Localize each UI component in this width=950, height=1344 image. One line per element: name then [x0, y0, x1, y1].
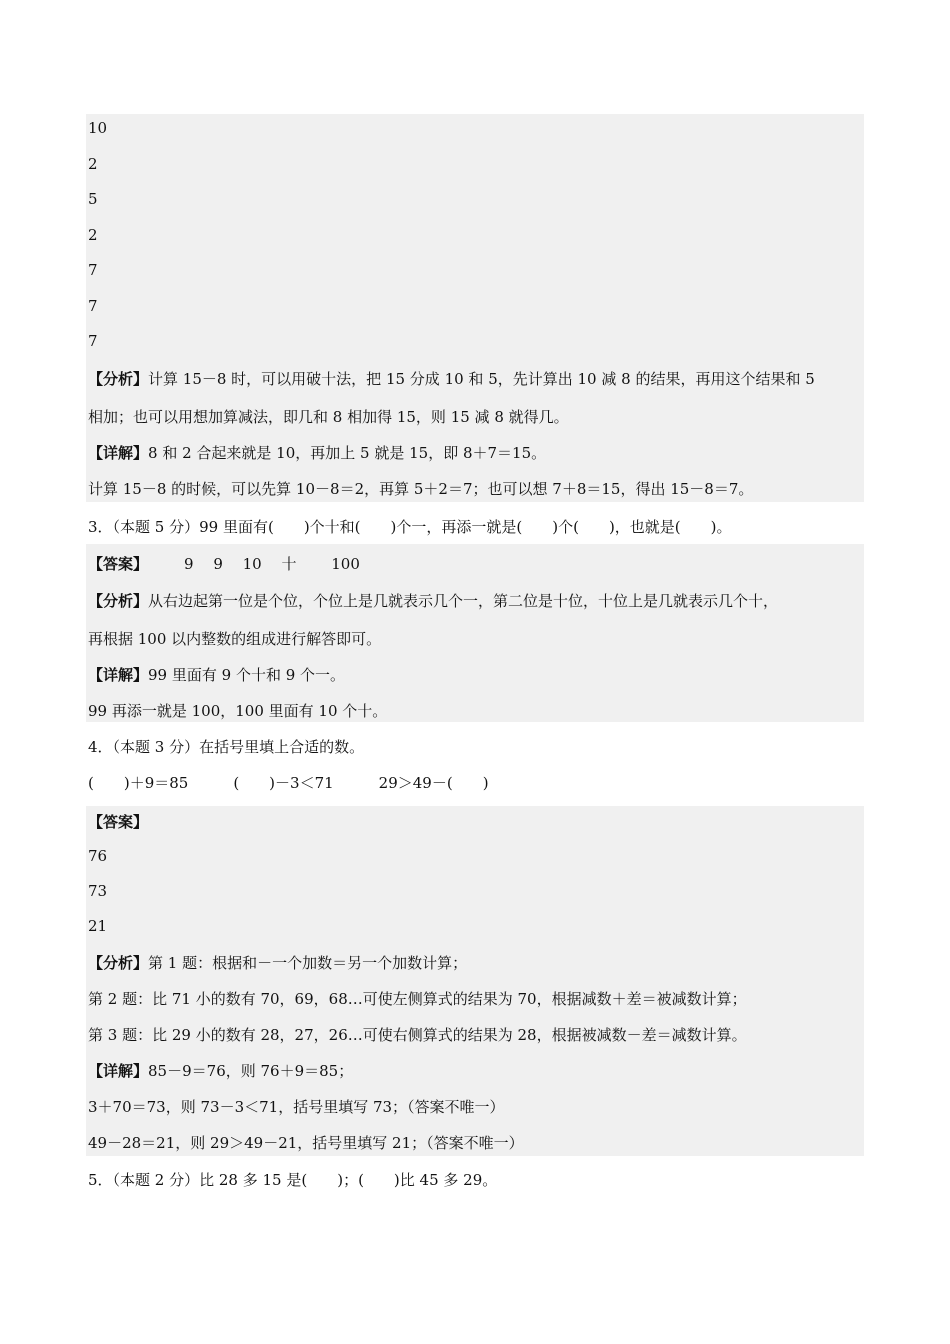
analysis-line: 相加；也可以用想加算减法，即几和 8 相加得 15，则 15 减 8 就得几。	[88, 408, 569, 426]
detail-line: 【详解】99 里面有 9 个十和 9 个一。	[88, 666, 346, 684]
analysis-line: 【分析】从右边起第一位是个位，个位上是几就表示几个一，第二位是十位，十位上是几就表示几个十，	[88, 592, 779, 610]
answer-line: 7	[88, 297, 98, 315]
analysis-line: 第 3 题：比 29 小的数有 28，27，26…可使右侧算式的结果为 28，根据被减数－差＝减数计算。	[88, 1026, 747, 1044]
answer-line: 2	[88, 226, 98, 244]
answer-line: 7	[88, 261, 98, 279]
answer-line: 5	[88, 190, 98, 208]
detail-line: 【详解】85－9＝76，则 76＋9＝85；	[88, 1062, 354, 1080]
detail-tag: 【详解】	[88, 1062, 149, 1080]
answer-tag: 【答案】	[88, 555, 149, 573]
answer-line: 7	[88, 332, 98, 350]
answer-line: 73	[88, 882, 108, 900]
question-5: 5．（本题 2 分）比 28 多 15 是( )；( )比 45 多 29。	[88, 1171, 498, 1189]
detail-tag: 【详解】	[88, 666, 149, 684]
answer-line: 76	[88, 847, 108, 865]
detail-tag: 【详解】	[88, 444, 149, 462]
detail-line: 【详解】8 和 2 合起来就是 10，再加上 5 就是 15，即 8＋7＝15。	[88, 444, 547, 462]
detail-line: 99 再添一就是 100，100 里面有 10 个十。	[88, 702, 388, 720]
analysis-tag: 【分析】	[88, 954, 149, 972]
analysis-line: 【分析】计算 15－8 时，可以用破十法，把 15 分成 10 和 5，先计算出 10 减 8 的结果，再用这个结果和 5	[88, 370, 815, 388]
answer-line: 10	[88, 119, 108, 137]
answer-line: 【答案】 9 9 10 十 100	[88, 555, 360, 573]
detail-line: 49－28＝21，则 29＞49－21，括号里填写 21；（答案不唯一）	[88, 1134, 524, 1152]
analysis-line: 第 2 题：比 71 小的数有 70，69，68…可使左侧算式的结果为 70，根据减数＋差＝被减数计算；	[88, 990, 747, 1008]
question-4: 4．（本题 3 分）在括号里填上合适的数。	[88, 738, 365, 756]
detail-line: 3＋70＝73，则 73－3＜71，括号里填写 73；（答案不唯一）	[88, 1098, 505, 1116]
analysis-line: 再根据 100 以内整数的组成进行解答即可。	[88, 630, 382, 648]
answer-line: 21	[88, 917, 108, 935]
answer-tag: 【答案】	[88, 813, 149, 831]
analysis-tag: 【分析】	[88, 370, 149, 388]
analysis-tag: 【分析】	[88, 592, 149, 610]
answer-line: 2	[88, 155, 98, 173]
question-3: 3．（本题 5 分）99 里面有( )个十和( )个一，再添一就是( )个( )，也就是( )。	[88, 518, 732, 536]
question-4-equations: ( )＋9＝85 ( )－3＜71 29＞49－( )	[88, 774, 489, 792]
detail-line: 计算 15－8 的时候，可以先算 10－8＝2，再算 5＋2＝7；也可以想 7＋8＝15，得出 15－8＝7。	[88, 480, 754, 498]
analysis-line: 【分析】第 1 题：根据和－一个加数＝另一个加数计算；	[88, 954, 468, 972]
